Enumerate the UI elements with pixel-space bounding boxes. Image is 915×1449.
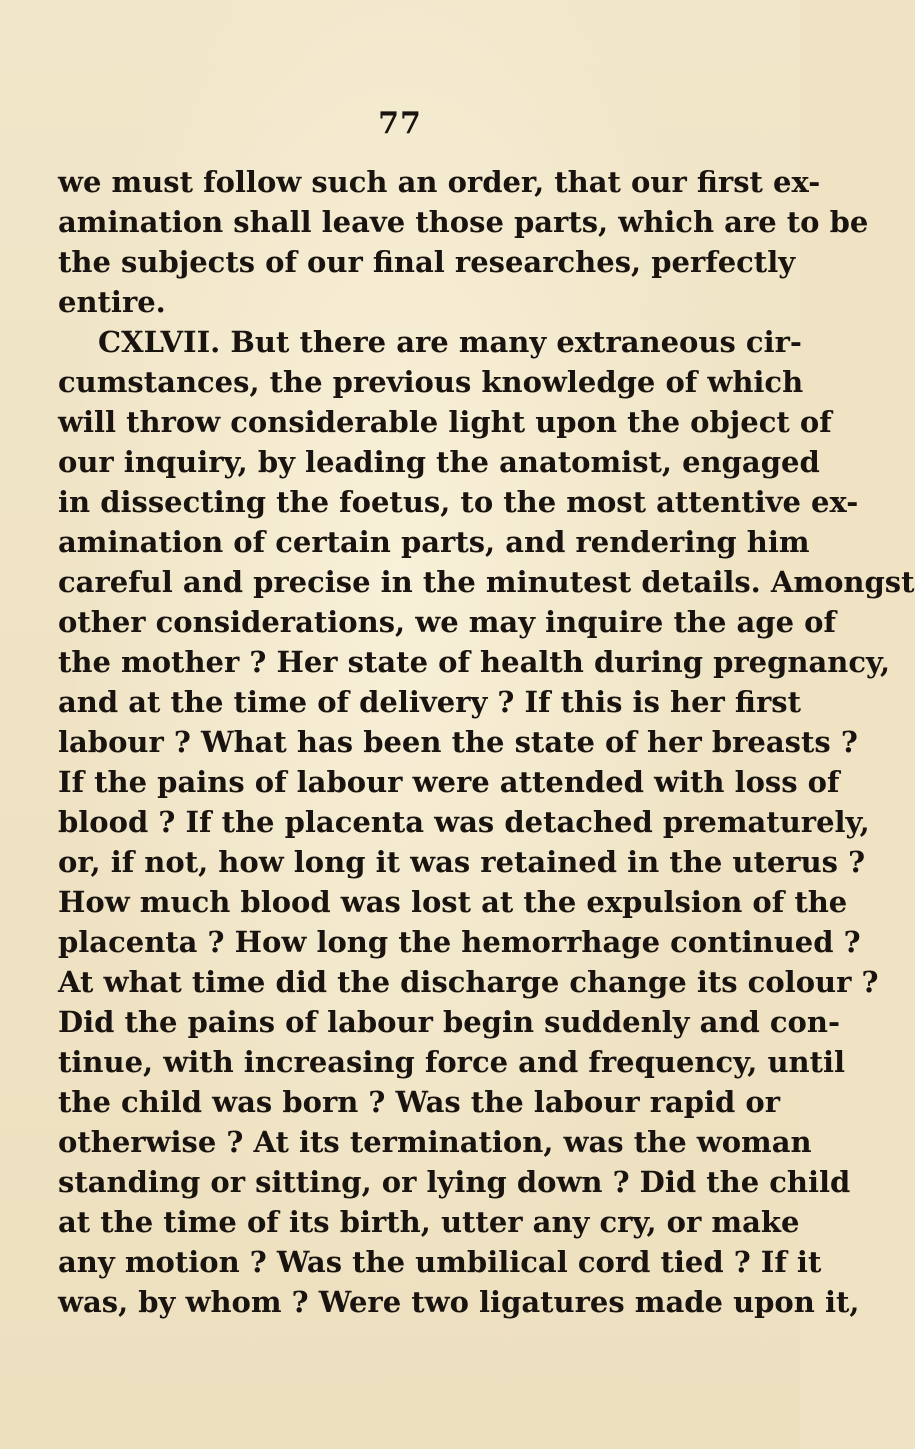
text-line: labour ? What has been the state of her breasts ? (58, 725, 858, 759)
text-line: tinue, with increasing force and frequency, until (58, 1045, 846, 1079)
paragraph-start-line: CXLVII. But there are many extraneous cir- (98, 325, 802, 359)
text-line: At what time did the discharge change its colour ? (58, 965, 879, 999)
text-line: will throw considerable light upon the object of (58, 405, 832, 439)
text-line: other considerations, we may inquire the age of (58, 605, 836, 639)
text-line: If the pains of labour were attended with loss of (58, 765, 840, 799)
text-line: any motion ? Was the umbilical cord tied ? If it (58, 1245, 822, 1279)
text-line: careful and precise in the minutest details. Amongst (58, 565, 915, 599)
text-line: placenta ? How long the hemorrhage continued ? (58, 925, 861, 959)
text-line: and at the time of delivery ? If this is her first (58, 685, 801, 719)
text-line: blood ? If the placenta was detached prematurely, (58, 805, 870, 839)
text-line: the mother ? Her state of health during pregnancy, (58, 645, 891, 679)
text-line: amination of certain parts, and rendering him (58, 525, 810, 559)
text-line: was, by whom ? Were two ligatures made upon it, (58, 1285, 860, 1319)
text-line: in dissecting the foetus, to the most attentive ex- (58, 485, 859, 519)
text-line: standing or sitting, or lying down ? Did the child (58, 1165, 851, 1199)
text-line: we must follow such an order, that our first ex- (58, 165, 821, 199)
text-line: otherwise ? At its termination, was the woman (58, 1125, 812, 1159)
text-line: How much blood was lost at the expulsion of the (58, 885, 848, 919)
text-line: at the time of its birth, utter any cry, or make (58, 1205, 800, 1239)
text-line: the child was born ? Was the labour rapid or (58, 1085, 781, 1119)
text-line: entire. (58, 285, 166, 319)
text-line: amination shall leave those parts, which are to be (58, 205, 869, 239)
text-line: or, if not, how long it was retained in the uterus ? (58, 845, 866, 879)
text-line: Did the pains of labour begin suddenly and con- (58, 1005, 840, 1039)
page-number: 77 (378, 106, 422, 141)
text-line: our inquiry, by leading the anatomist, engaged (58, 445, 820, 479)
text-line: the subjects of our final researches, perfectly (58, 245, 796, 279)
text-line: cumstances, the previous knowledge of which (58, 365, 804, 399)
